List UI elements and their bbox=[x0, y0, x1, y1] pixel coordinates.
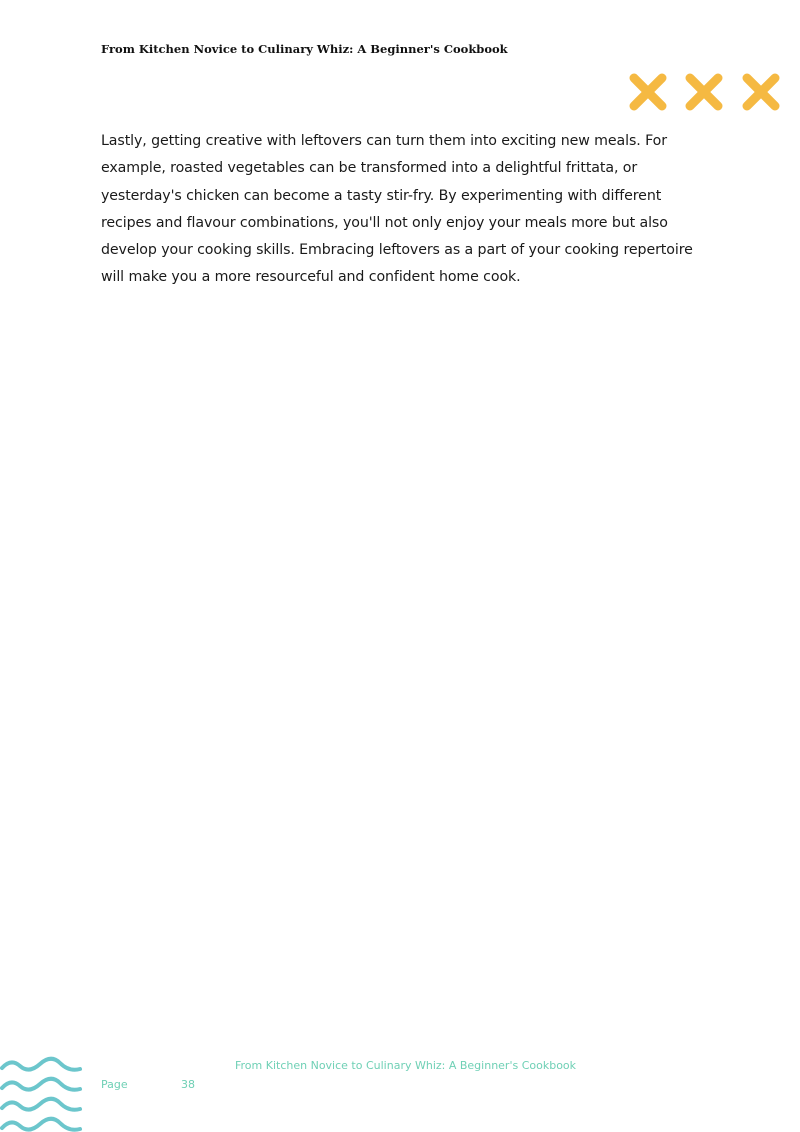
x-mark-icon bbox=[690, 78, 718, 106]
body-line: Lastly, getting creative with leftovers can turn them into exciting new meals. For bbox=[101, 133, 667, 149]
body-line: develop your cooking skills. Embracing leftovers as a part of your cooking repertoire bbox=[101, 242, 693, 259]
body-line: recipes and flavour combinations, you'll not only enjoy your meals more but also bbox=[101, 214, 668, 231]
body-line: will make you a more resourceful and confident home cook. bbox=[101, 269, 521, 286]
body-paragraph bbox=[101, 128, 701, 292]
body-line: yesterday's chicken can become a tasty stir-fry. By experimenting with different bbox=[101, 187, 662, 204]
x-marks-icon bbox=[629, 73, 781, 111]
footer-title: From Kitchen Novice to Culinary Whiz: A Beginner's Cookbook bbox=[235, 1059, 577, 1072]
running-header-title: From Kitchen Novice to Culinary Whiz: A Beginner's Cookbook bbox=[101, 42, 508, 56]
waves-icon bbox=[0, 1054, 84, 1132]
x-mark-icon bbox=[747, 78, 775, 106]
body-line: example, roasted vegetables can be transformed into a delightful frittata, or bbox=[101, 160, 638, 177]
footer-page-label: Page bbox=[101, 1078, 128, 1091]
footer-page-number: 38 bbox=[181, 1078, 195, 1091]
x-mark-icon bbox=[634, 78, 662, 106]
